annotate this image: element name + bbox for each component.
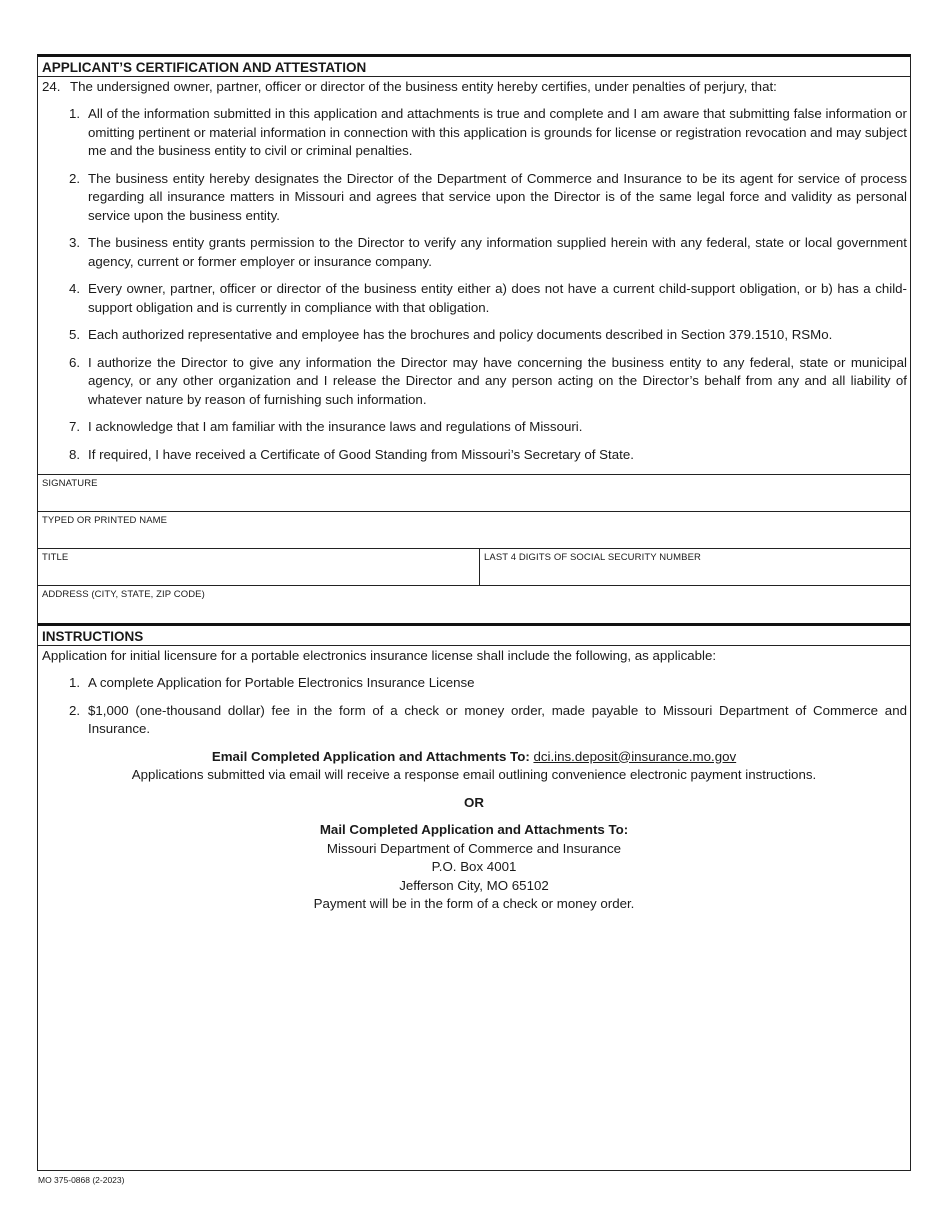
email-block (38, 748, 910, 785)
application-form (37, 54, 911, 1171)
title-ssn-row (38, 549, 910, 586)
list-item (38, 105, 910, 161)
list-item (38, 170, 910, 226)
signature-field[interactable] (38, 475, 910, 511)
mail-label: Mail Completed Application and Attachments To: (319, 822, 629, 837)
mail-line: P.O. Box 4001 (431, 859, 517, 874)
title-field[interactable] (38, 549, 479, 585)
list-item (38, 702, 910, 739)
instructions-title: INSTRUCTIONS (38, 626, 910, 646)
list-item-number: 6. (69, 354, 81, 370)
list-item-number: 5. (69, 327, 81, 342)
list-item-text: Each authorized representative and employee has the brochures and policy documents described in Section 379.1510, RSMo. (88, 327, 833, 342)
list-item-text: The business entity hereby designates the Director of the Department of Commerce and Insurance to be its agent for service of process regarding all insurance matters in Missouri and agrees that service upon the Director is of the same legal force and validity as personal service upon the business entity. (88, 170, 907, 223)
instructions-section (38, 626, 910, 914)
certification-list (38, 105, 910, 464)
ssn-last4-field[interactable] (479, 549, 910, 585)
list-item (38, 674, 910, 693)
email-line (38, 748, 910, 767)
list-item-text: Every owner, partner, officer or director of the business entity either a) does not have a current child-support obligation, or b) has a child-support obligation and is currently in compliance with that obligation. (88, 281, 907, 315)
address-field[interactable] (38, 586, 910, 623)
mail-line: Payment will be in the form of a check or money order. (313, 896, 635, 911)
list-item-number: 2. (69, 702, 81, 718)
list-item-text: A complete Application for Portable Electronics Insurance License (88, 675, 475, 690)
list-item-number: 7. (69, 419, 81, 434)
list-item-number: 1. (69, 675, 81, 690)
list-item-number: 8. (69, 446, 81, 462)
signature-row (38, 475, 910, 512)
list-item (38, 280, 910, 317)
or-separator: OR (464, 794, 484, 810)
list-item-number: 2. (69, 170, 81, 186)
certification-intro-text: The undersigned owner, partner, officer or director of the business entity hereby certifies, under penalties of perjury, that: (70, 79, 777, 94)
list-item (38, 326, 910, 345)
list-item (38, 354, 910, 410)
list-item-number: 3. (69, 235, 81, 250)
mail-block (38, 821, 910, 914)
list-item (38, 234, 910, 271)
instructions-intro: Application for initial licensure for a portable electronics insurance license shall include the following, as applicable: (42, 648, 717, 663)
ssn-last4-label: LAST 4 DIGITS OF SOCIAL SECURITY NUMBER (484, 552, 701, 563)
list-item (38, 446, 910, 465)
list-item-text: All of the information submitted in this application and attachments is true and complete and I am aware that submitting false information or omitting pertinent or material information in connection with this application is grounds for license or registration revocation and may subject me and the business entity to civil or criminal penalties. (88, 106, 907, 158)
title-label: TITLE (42, 552, 69, 563)
certification-intro (38, 77, 910, 96)
address-row (38, 586, 910, 626)
instructions-list (38, 674, 910, 739)
list-item-text: I authorize the Director to give any information the Director may have concerning the business entity to any federal, state or municipal agency, or any other organization and I release the Director and any person acting on the Director’s behalf from any and all liability of whatever nature by reason of furnishing such information. (88, 354, 907, 407)
email-label: Email Completed Application and Attachments To: (211, 748, 530, 764)
printed-name-field[interactable] (38, 512, 910, 548)
item-number: 24. (42, 79, 61, 94)
mail-line: Jefferson City, MO 65102 (399, 877, 549, 893)
email-note: Applications submitted via email will receive a response email outlining convenience electronic payment instructions. (131, 767, 817, 782)
list-item-text: If required, I have received a Certificate of Good Standing from Missouri’s Secretary of State. (88, 446, 634, 462)
address-label: ADDRESS (CITY, STATE, ZIP CODE) (42, 589, 205, 600)
mail-line: Missouri Department of Commerce and Insurance (326, 840, 622, 856)
list-item-number: 1. (69, 106, 81, 121)
printed-name-label: TYPED OR PRINTED NAME (42, 515, 168, 526)
list-item-text: $1,000 (one-thousand dollar) fee in the form of a check or money order, made payable to Missouri Department of Commerce and Insurance. (88, 702, 907, 736)
list-item-number: 4. (69, 281, 81, 296)
signature-label: SIGNATURE (42, 478, 98, 489)
list-item (38, 418, 910, 437)
list-item-text: The business entity grants permission to the Director to verify any information supplied herein with any federal, state or local government agency, current or former employer or insurance company. (88, 235, 907, 269)
email-link[interactable]: dci.ins.deposit@insurance.mo.gov (533, 748, 737, 764)
certification-section (38, 57, 910, 475)
list-item-text: I acknowledge that I am familiar with the insurance laws and regulations of Missouri. (88, 419, 583, 434)
form-id: MO 375-0868 (2-2023) (38, 1175, 125, 1185)
certification-title: APPLICANT’S CERTIFICATION AND ATTESTATION (38, 57, 910, 77)
printed-name-row (38, 512, 910, 549)
